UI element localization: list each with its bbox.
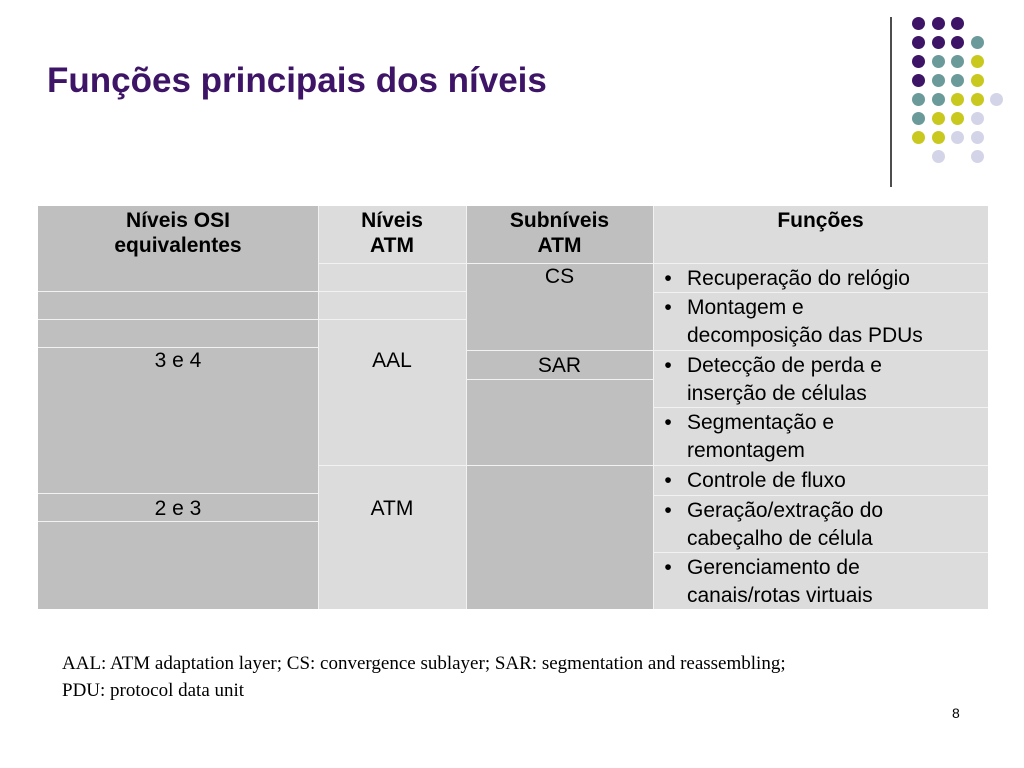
decorative-dot <box>971 74 984 87</box>
bullet-icon: • <box>664 469 672 492</box>
decorative-dot <box>971 93 984 106</box>
osi-value-2-3: 2 e 3 <box>154 497 202 520</box>
decorative-dot <box>912 17 925 30</box>
decorative-dot <box>971 131 984 144</box>
decorative-dot <box>990 93 1003 106</box>
grid-line <box>38 319 466 320</box>
decorative-divider <box>890 17 892 187</box>
bullet-icon: • <box>664 296 672 319</box>
function-line: Detecção de perda e <box>687 354 882 377</box>
header-osi-levels <box>38 206 318 609</box>
function-line: Recuperação do relógio <box>687 267 910 290</box>
decorative-dot <box>932 131 945 144</box>
footnote-line2: PDU: protocol data unit <box>62 680 245 701</box>
sublevel-sar: SAR <box>537 354 582 377</box>
grid-line <box>38 347 318 348</box>
decorative-dot <box>951 131 964 144</box>
grid-line <box>318 465 988 466</box>
header-atm-levels <box>318 206 466 609</box>
function-line: Montagem e <box>687 296 804 319</box>
footnote <box>62 650 962 704</box>
header-osi-line2: equivalentes <box>114 234 242 257</box>
function-item <box>653 294 988 350</box>
function-item <box>653 497 988 553</box>
grid-line <box>38 291 318 292</box>
osi-value-3-4: 3 e 4 <box>154 349 202 372</box>
decorative-dot <box>951 74 964 87</box>
grid-line <box>318 206 319 609</box>
decorative-dot <box>912 93 925 106</box>
decorative-dot <box>951 36 964 49</box>
bullet-icon: • <box>664 411 672 434</box>
decorative-dot <box>932 112 945 125</box>
header-sub-line2: ATM <box>537 234 582 257</box>
atm-value-atm: ATM <box>370 497 414 520</box>
footnote-line1: AAL: ATM adaptation layer; CS: convergence sublayer; SAR: segmentation and reassembling; <box>62 653 786 674</box>
function-line: inserção de células <box>687 382 867 405</box>
function-line: Geração/extração do <box>687 499 884 522</box>
grid-line <box>653 407 988 408</box>
decorative-dot <box>971 36 984 49</box>
bullet-icon: • <box>664 499 672 522</box>
decorative-dot <box>932 55 945 68</box>
header-osi-line1: Níveis OSI <box>126 209 230 232</box>
function-item <box>653 265 988 293</box>
decorative-dot <box>932 17 945 30</box>
grid-line <box>653 292 988 293</box>
grid-line <box>38 521 318 522</box>
grid-line <box>653 552 988 553</box>
decorative-dot <box>932 74 945 87</box>
decorative-dot <box>932 93 945 106</box>
atm-layers-table <box>38 206 988 609</box>
function-item <box>653 467 988 495</box>
decorative-dot <box>932 36 945 49</box>
decorative-dot <box>951 112 964 125</box>
decorative-dot <box>951 93 964 106</box>
header-atm-line1: Níveis <box>361 209 423 232</box>
function-item <box>653 352 988 408</box>
decorative-dot <box>912 74 925 87</box>
decorative-dot <box>912 112 925 125</box>
function-item <box>653 409 988 465</box>
header-sub-line1: Subníveis <box>509 209 610 232</box>
decorative-dot <box>912 55 925 68</box>
grid-line <box>466 379 653 380</box>
decorative-dot <box>951 55 964 68</box>
slide-title: Funções principais dos níveis <box>47 61 547 100</box>
function-line: Segmentação e <box>687 411 835 434</box>
decorative-dot <box>971 150 984 163</box>
function-line: canais/rotas virtuais <box>687 584 873 607</box>
grid-line <box>318 291 466 292</box>
function-line: decomposição das PDUs <box>687 324 923 347</box>
decorative-dot <box>971 55 984 68</box>
bullet-icon: • <box>664 267 672 290</box>
grid-line <box>318 263 988 264</box>
function-line: cabeçalho de célula <box>687 527 873 550</box>
atm-value-aal: AAL <box>372 349 412 372</box>
function-line: remontagem <box>687 439 805 462</box>
header-func-label: Funções <box>777 209 864 232</box>
bullet-icon: • <box>664 556 672 579</box>
function-line: Controle de fluxo <box>687 469 846 492</box>
grid-line <box>653 495 988 496</box>
sublevel-cs: CS <box>544 265 575 288</box>
grid-line <box>466 350 988 351</box>
decorative-dot <box>912 131 925 144</box>
function-line: Gerenciamento de <box>687 556 860 579</box>
header-atm-line2: ATM <box>370 234 414 257</box>
grid-line <box>466 206 467 609</box>
decorative-dot <box>951 17 964 30</box>
decorative-dot <box>912 36 925 49</box>
decorative-dot <box>932 150 945 163</box>
bullet-icon: • <box>664 354 672 377</box>
grid-line <box>38 493 318 494</box>
function-item <box>653 554 988 610</box>
page-number: 8 <box>952 705 960 721</box>
decorative-dot <box>971 112 984 125</box>
